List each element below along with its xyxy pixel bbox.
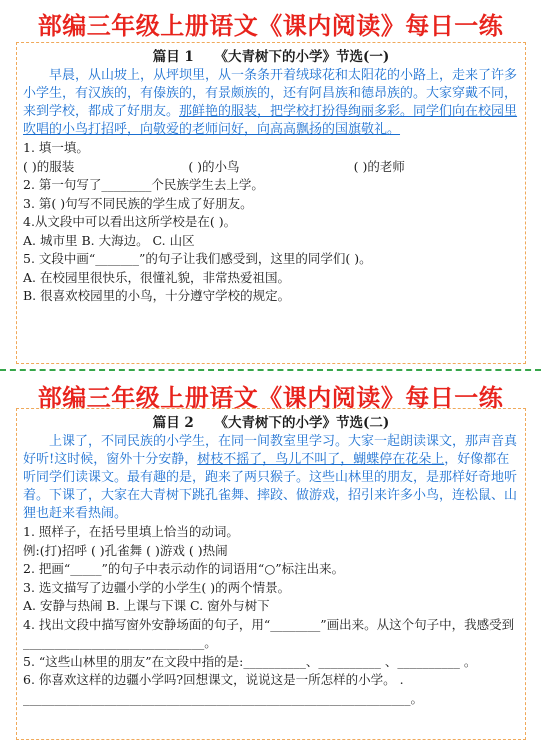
question-1-blanks <box>23 158 519 177</box>
question-3: 3. 选文描写了边疆小学的小学生( )的两个情景。 <box>23 579 291 595</box>
underlined-sentence-2: 同学们向在校园里吹唱的小鸟打招呼，向敬爱的老师问好，向高高飘扬的国旗敬礼。 <box>23 104 518 137</box>
answer-line: ______________________________________________________________。 <box>23 690 424 706</box>
passage-title <box>17 45 525 65</box>
question-4-options: A. 城市里 B. 大海边。 C. 山区 <box>23 232 195 248</box>
passage-text-end: ，好像都在听同学们读课文。最有趣的是，跑来了两只猴子。这些山林里的朋友，是那样好奇地听着。下课了，大家在大青树下跳孔雀舞、摔跤、做游戏，招引来许多小鸟，连松鼠、山狸也赶来看热闹。 <box>23 452 518 521</box>
question-5-option-a: A. 在校园里很快乐，很懂礼貌，非常热爱祖国。 <box>23 269 290 285</box>
passage-number: 篇目 2 <box>152 415 194 431</box>
question-2: 2. 第一句写了________个民族学生去上学。 <box>23 177 264 192</box>
exercise-box <box>16 42 526 364</box>
question-1: 1. 照样子，在括号里填上恰当的动词。 <box>23 524 239 539</box>
passage-number: 篇目 1 <box>152 49 194 65</box>
blank-clothing: ( )的服装 <box>23 158 75 174</box>
passage-title <box>17 411 525 431</box>
blank-teacher: ( )的老师 <box>353 158 405 174</box>
question-1: 1. 填一填。 <box>23 140 89 155</box>
page-header: 部编三年级上册语文《课内阅读》每日一练 <box>37 383 504 412</box>
passage-name: 《大青树下的小学》节选(一) <box>214 49 390 65</box>
passage-text-start: 上课了，不同民族的小学生，在同一间教室里学习。大家一起朗读课文，那声音真好听!这时候，窗外十分安静， <box>23 434 518 467</box>
question-4: 4.从文段中可以看出这所学校是在( )。 <box>23 214 237 229</box>
underlined-sentence: 树枝不摇了，鸟儿不叫了，蝴蝶停在花朵上 <box>197 452 445 467</box>
question-4: 4. 找出文段中描写窗外安静场面的句子，用“________”画出来。从这个句子中，我感受到_____________________________。 <box>23 616 515 650</box>
question-6: 6. 你喜欢这样的边疆小学吗?回想课文，说说这是一所怎样的小学。 . <box>23 672 404 687</box>
passage-text <box>23 433 519 523</box>
passage-name: 《大青树下的小学》节选(二) <box>214 415 390 431</box>
underlined-sentence-1: 那鲜艳的服装，把学校打扮得绚丽多彩。 <box>179 104 414 119</box>
question-1-example: 例:(打)招呼 ( )孔雀舞 ( )游戏 ( )热闹 <box>23 542 228 558</box>
question-5-option-b: B. 很喜欢校园里的小鸟，十分遵守学校的规定。 <box>23 288 291 303</box>
question-2: 2. 把画“_____”的句子中表示动作的词语用“○”标注出来。 <box>23 561 345 576</box>
exercise-section-1 <box>0 0 541 370</box>
passage-text-plain: 早晨，从山坡上，从坪坝里，从一条条开着绒球花和太阳花的小路上，走来了许多小学生，有汉族的，有傣族的，有景颇族的，还有阿昌族和德昂族的。大家穿戴不同，来到学校，都成了好朋友。 <box>23 68 518 119</box>
question-3: 3. 第( )句写不同民族的学生成了好朋友。 <box>23 195 253 211</box>
exercise-section-2 <box>0 372 541 743</box>
question-5: 5. “这些山林里的朋友”在文段中指的是:__________、__________ 、__________ 。 <box>23 653 477 669</box>
page-header: 部编三年级上册语文《课内阅读》每日一练 <box>37 11 504 40</box>
question-3-options: A. 安静与热闹 B. 上课与下课 C. 窗外与树下 <box>23 598 270 613</box>
section-divider <box>0 369 541 371</box>
question-5: 5. 文段中画“_______”的句子让我们感受到，这里的同学们( )。 <box>23 251 372 266</box>
blank-bird: ( )的小鸟 <box>188 158 240 174</box>
passage-text <box>23 67 519 139</box>
exercise-box <box>16 408 526 740</box>
